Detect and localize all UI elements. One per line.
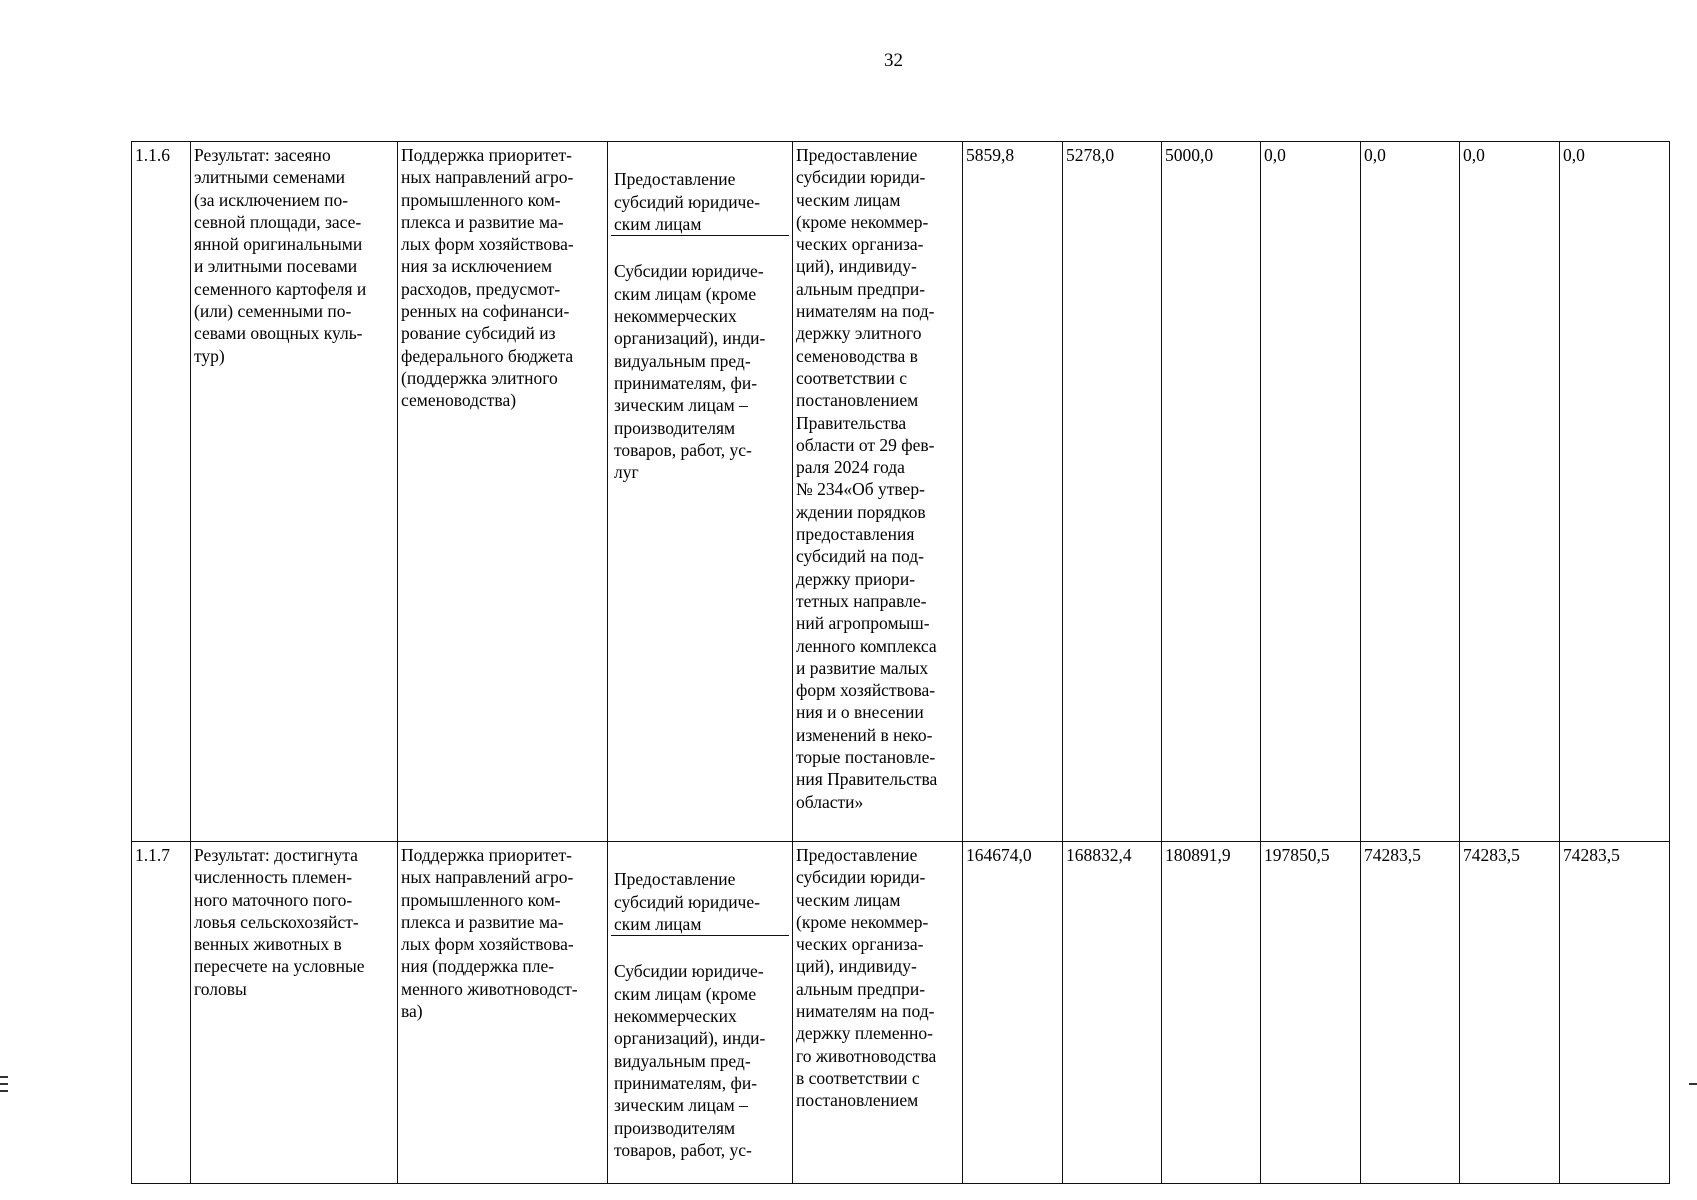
measure-cell <box>608 142 793 842</box>
scan-edge-mark <box>0 1090 8 1092</box>
value-cell: 197850,5 <box>1261 842 1361 1184</box>
value-cell: 74283,5 <box>1460 842 1560 1184</box>
direction-cell: Поддержка приоритет- ных направлений агро- промышленного ком- плекса и развитие ма- лых форм хозяйствова- ния (поддержка пле- менного животноводст- ва) <box>398 842 608 1184</box>
row-number-cell: 1.1.7 <box>132 842 191 1184</box>
value-cell: 180891,9 <box>1162 842 1261 1184</box>
budget-table <box>131 141 1670 1184</box>
value-cell: 0,0 <box>1560 142 1670 842</box>
measure-description-cell: Предоставление субсидии юриди- ческим лицам (кроме некоммер- ческих организа- ций), индивиду- альным предпри- нимателям на под- держку племенно- го животноводства в соответствии с постановлением <box>793 842 963 1184</box>
value-cell: 5000,0 <box>1162 142 1261 842</box>
measure-type: Предоставление субсидий юридиче- ским лицам <box>611 166 789 236</box>
scan-edge-mark <box>0 1083 8 1085</box>
measure-subtype: Субсидии юридиче- ским лицам (кроме некоммерческих организаций), инди- видуальным пред- принимателям, фи- зическим лицам – производителям товаров, работ, ус- луг <box>614 261 766 483</box>
result-cell: Результат: засеяно элитными семенами (за исключением по- севной площади, засе- янной оригинальными и элитными посевами семенного картофеля и (или) семенными по- севами овощных куль- тур) <box>191 142 398 842</box>
table-row <box>132 142 1670 842</box>
value-cell: 74283,5 <box>1361 842 1460 1184</box>
table-row <box>132 842 1670 1184</box>
measure-type: Предоставление субсидий юридиче- ским лицам <box>611 866 789 936</box>
direction-cell: Поддержка приоритет- ных направлений агро- промышленного ком- плекса и развитие ма- лых форм хозяйствова- ния за исключением расходов, предусмот- ренных на софинанси- рование субсидий из федерального бюджета (поддержка элитного семеноводства) <box>398 142 608 842</box>
value-cell: 0,0 <box>1361 142 1460 842</box>
measure-description-cell: Предоставление субсидии юриди- ческим лицам (кроме некоммер- ческих организа- ций), индивиду- альным предпри- нимателям на под- держку элитного семеноводства в соответствии с постановлением Правительства области от 29 фев- раля 2024 года № 234«Об утвер- ждении порядков предоставления субсидий на под- держку приори- тетных направле- ний агропромыш- ленного комплекса и развитие малых форм хозяйствова- ния и о внесении изменений в неко- торые постановле- ния Правительства области» <box>793 142 963 842</box>
value-cell: 168832,4 <box>1063 842 1162 1184</box>
value-cell: 164674,0 <box>963 842 1063 1184</box>
value-cell: 74283,5 <box>1560 842 1670 1184</box>
page-number: 32 <box>884 50 903 71</box>
value-cell: 5859,8 <box>963 142 1063 842</box>
value-cell: 5278,0 <box>1063 142 1162 842</box>
result-cell: Результат: достигнута численность племен- ного маточного пого- ловья сельскохозяйст- венных животных в пересчете на условные головы <box>191 842 398 1184</box>
measure-cell <box>608 842 793 1184</box>
measure-subtype: Субсидии юридиче- ским лицам (кроме некоммерческих организаций), инди- видуальным пред- принимателям, фи- зическим лицам – производителям товаров, работ, ус- <box>614 961 766 1160</box>
row-number-cell: 1.1.6 <box>132 142 191 842</box>
scan-edge-mark <box>1689 1083 1697 1085</box>
value-cell: 0,0 <box>1261 142 1361 842</box>
scan-edge-mark <box>0 1076 8 1078</box>
value-cell: 0,0 <box>1460 142 1560 842</box>
